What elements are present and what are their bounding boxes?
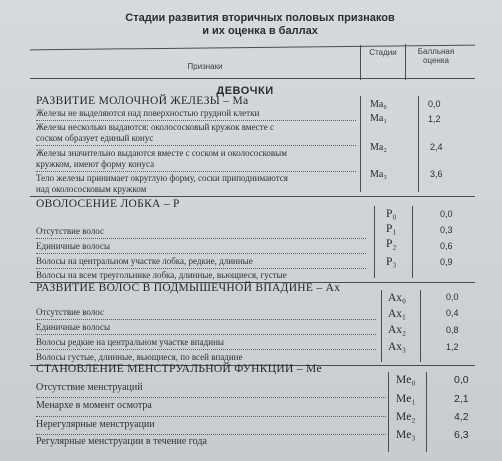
item-text: Волосы на центральном участке лобка, редкие, длинные bbox=[36, 256, 253, 266]
section-title-menstrual: СТАНОВЛЕНИЕ МЕНСТРУАЛЬНОЙ ФУНКЦИИ – Me bbox=[36, 363, 322, 375]
stage-value: Ma₀ bbox=[370, 99, 387, 110]
title-line-2: и их оценка в баллах bbox=[202, 25, 318, 37]
item-text: Железы не выделяются над поверхностью грудной клетки bbox=[36, 108, 260, 118]
item-text: над околососковым кружком bbox=[36, 183, 147, 194]
item-text: Отсутствие менструаций bbox=[36, 382, 143, 393]
col-divider-stage-s2 bbox=[374, 206, 375, 278]
row-separator bbox=[36, 120, 356, 121]
score-value: 0,3 bbox=[440, 225, 453, 235]
item-text: Регулярные менструации в течение года bbox=[36, 436, 207, 447]
stage-value: Ax₃ bbox=[388, 341, 407, 353]
list-item bbox=[36, 241, 110, 252]
row-separator bbox=[36, 349, 376, 350]
list-item bbox=[36, 383, 143, 394]
score-value: 4,2 bbox=[454, 411, 469, 423]
title-line-1: Стадии развития вторичных половых признаков bbox=[125, 12, 395, 24]
score-value: 0,8 bbox=[446, 325, 459, 335]
item-text: Отсутствие волос bbox=[36, 307, 104, 317]
table-title bbox=[60, 12, 460, 38]
header-signs: Признаки bbox=[187, 62, 223, 71]
item-text: Менархе в момент осмотра bbox=[36, 400, 152, 411]
section-title-axillary: РАЗВИТИЕ ВОЛОС В ПОДМЫШЕЧНОЙ ВПАДИНЕ – Ах bbox=[36, 282, 341, 294]
list-item bbox=[36, 226, 104, 237]
group-heading-girls: ДЕВОЧКИ bbox=[216, 85, 274, 97]
item-text: Железы значительно выдаются вместе с соском и околососковым bbox=[36, 148, 287, 158]
row-separator bbox=[36, 145, 356, 146]
header-stages: Стадии bbox=[369, 48, 397, 57]
score-value: 2,1 bbox=[454, 393, 469, 405]
item-text: соском образует единый конус bbox=[36, 132, 154, 143]
list-item bbox=[36, 437, 207, 448]
row-separator bbox=[36, 171, 356, 172]
stage-value: Ax₂ bbox=[388, 324, 407, 336]
row-separator bbox=[36, 397, 386, 398]
score-value: 0,0 bbox=[428, 99, 441, 109]
score-value: 0,9 bbox=[440, 257, 453, 267]
section-separator bbox=[30, 196, 475, 197]
list-item bbox=[36, 256, 253, 267]
item-text: Единичные волосы bbox=[36, 322, 110, 332]
stage-value: P₀ bbox=[386, 208, 397, 220]
list-item bbox=[36, 108, 259, 119]
item-text: Волосы густые, длинные, вьющиеся, по всей впадине bbox=[36, 352, 243, 362]
col-divider-stage-s4 bbox=[388, 372, 389, 452]
item-text: Отсутствие волос bbox=[36, 226, 104, 236]
item-text: Волосы на всем треугольнике лобка, длинные, вьющиеся, густые bbox=[36, 270, 287, 280]
item-text: Единичные волосы bbox=[36, 241, 110, 251]
list-item bbox=[36, 173, 288, 194]
row-separator bbox=[36, 253, 366, 254]
section-title-pubic: ОВОЛОСЕНИЕ ЛОБКА – Р bbox=[36, 198, 180, 210]
score-value: 6,3 bbox=[454, 429, 469, 441]
list-item bbox=[36, 270, 287, 281]
row-separator bbox=[36, 334, 376, 335]
stage-value: P₂ bbox=[386, 238, 397, 250]
row-separator bbox=[36, 319, 376, 320]
item-text: Волосы редкие на центральном участке впадины bbox=[36, 337, 224, 347]
score-value: 1,2 bbox=[446, 342, 459, 352]
header-score-line-1: Балльная bbox=[417, 47, 455, 56]
score-value: 0,0 bbox=[454, 374, 469, 386]
col-divider-stage-s1 bbox=[360, 96, 361, 192]
stage-value: Ma₃ bbox=[370, 169, 387, 180]
header-bottom-border bbox=[30, 78, 475, 79]
item-text: Тело железы принимает округлую форму, соски приподнимаются bbox=[36, 173, 288, 183]
list-item bbox=[36, 148, 287, 169]
list-item bbox=[36, 307, 104, 318]
list-item bbox=[36, 352, 243, 363]
score-value: 1,2 bbox=[428, 114, 441, 124]
list-item bbox=[36, 337, 224, 348]
row-separator bbox=[36, 268, 366, 269]
stage-value: Me₂ bbox=[396, 411, 416, 423]
stage-value: Me₀ bbox=[396, 374, 416, 386]
row-separator bbox=[36, 434, 386, 435]
row-separator bbox=[36, 416, 386, 417]
header-score-line-2: оценка bbox=[423, 56, 449, 65]
col-divider-score-s1 bbox=[418, 96, 419, 192]
item-text: кружком, имеют форму конуса bbox=[36, 158, 155, 169]
stage-value: P₃ bbox=[386, 256, 397, 268]
row-separator bbox=[36, 238, 366, 239]
list-item bbox=[36, 322, 110, 333]
score-value: 0,6 bbox=[440, 241, 453, 251]
item-text: Железы несколько выдаются: околососковый кружок вместе с bbox=[36, 122, 274, 132]
list-item bbox=[36, 401, 152, 412]
item-text: Нерегулярные менструации bbox=[36, 419, 155, 430]
stage-value: P₁ bbox=[386, 223, 397, 235]
score-value: 3,6 bbox=[430, 169, 443, 179]
header-score bbox=[406, 47, 466, 65]
score-value: 0,0 bbox=[446, 292, 459, 302]
list-item bbox=[36, 420, 155, 431]
col-divider-score-s2 bbox=[412, 206, 413, 278]
section-title-breast: РАЗВИТИЕ МОЛОЧНОЙ ЖЕЛЕЗЫ – Ма bbox=[36, 95, 249, 107]
col-divider-score-s3 bbox=[420, 290, 421, 362]
stage-value: Me₁ bbox=[396, 393, 416, 405]
stage-value: Me₃ bbox=[396, 429, 416, 441]
stage-value: Ax₁ bbox=[388, 308, 407, 320]
stage-value: Ma₂ bbox=[370, 142, 387, 153]
col-divider-stage-s3 bbox=[381, 290, 382, 362]
score-value: 0,4 bbox=[446, 308, 459, 318]
list-item bbox=[36, 122, 274, 143]
col-divider-score-s4 bbox=[426, 372, 427, 452]
stage-value: Ax₀ bbox=[388, 292, 407, 304]
score-value: 2,4 bbox=[430, 142, 443, 152]
score-value: 0,0 bbox=[440, 209, 453, 219]
stage-value: Ma₁ bbox=[370, 113, 387, 124]
